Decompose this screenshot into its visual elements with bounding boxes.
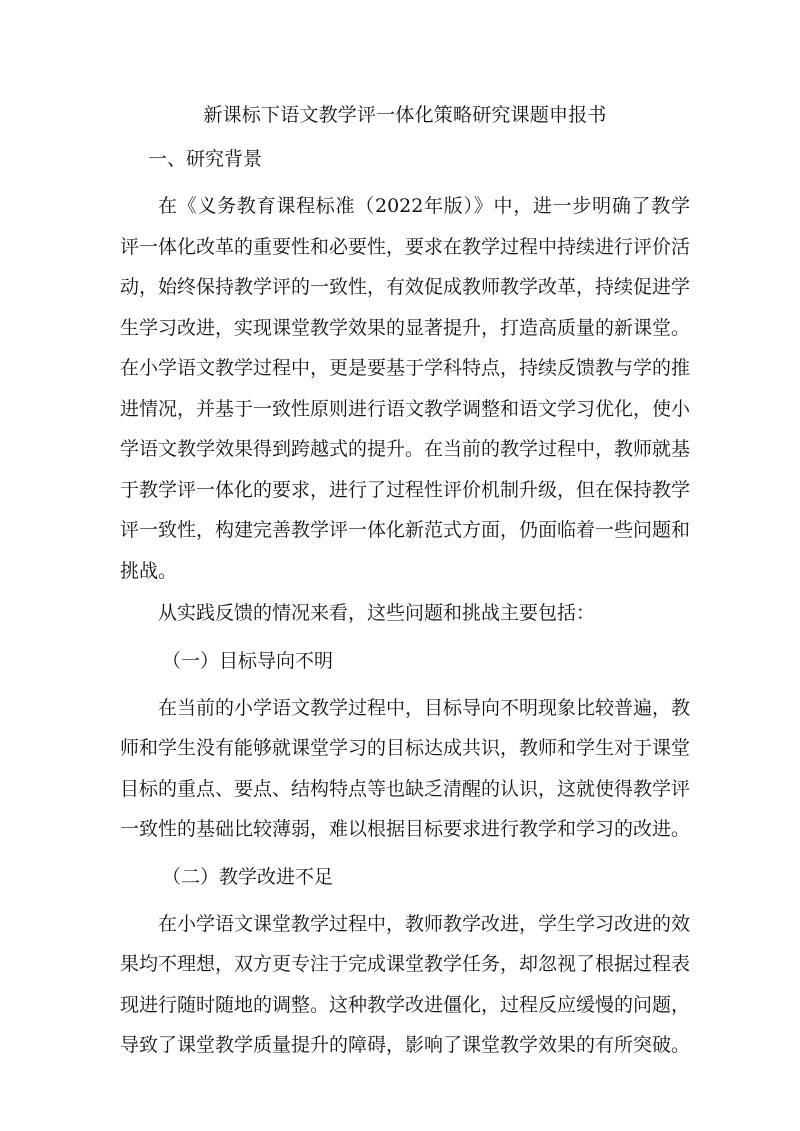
document-page [120, 96, 690, 1066]
paragraph-background: 在《义务教育课程标准（2022年版）》中，进一步明确了教学评一体化改革的重要性和必要性，要求在教学过程中持续进行评价活动，始终保持教学评的一致性，有效促成教师教学改革，持续促进学生学习改进，实现课堂教学效果的显著提升，打造高质量的新课堂。在小学语文教学过程中，更是要基于学科特点，持续反馈教与学的推进情况，并基于一致性原则进行语文教学调整和语文学习优化，使小学语文教学效果得到跨越式的提升。在当前的教学过程中，教师就基于教学评一体化的要求，进行了过程性评价机制升级，但在保持教学评一致性，构建完善教学评一体化新范式方面，仍面临着一些问题和挑战。 [120, 195, 691, 582]
subheading-teaching-improvement: （二）教学改进不足 [162, 865, 334, 888]
subheading-goal-orientation: （一）目标导向不明 [162, 649, 334, 672]
document-title: 新课标下语文教学评一体化策略研究课题申报书 [203, 104, 607, 126]
paragraph-goal-orientation: 在当前的小学语文教学过程中，目标导向不明现象比较普遍，教师和学生没有能够就课堂学习的目标达成共识，教师和学生对于课堂目标的重点、要点、结构特点等也缺乏清醒的认识，这就使得教学评一致性的基础比较薄弱，难以根据目标要求进行教学和学习的改进。 [120, 696, 691, 840]
paragraph-teaching-improvement: 在小学语文课堂教学过程中，教师教学改进，学生学习改进的效果均不理想，双方更专注于完成课堂教学任务，却忽视了根据过程表现进行随时随地的调整。这种教学改进僵化，过程反应缓慢的问题，导致了课堂教学质量提升的障碍，影响了课堂教学效果的有所突破。 [120, 912, 691, 1056]
section-heading-research-background: 一、研究背景 [148, 148, 263, 170]
paragraph-problems-intro: 从实践反馈的情况来看，这些问题和挑战主要包括： [158, 602, 596, 624]
